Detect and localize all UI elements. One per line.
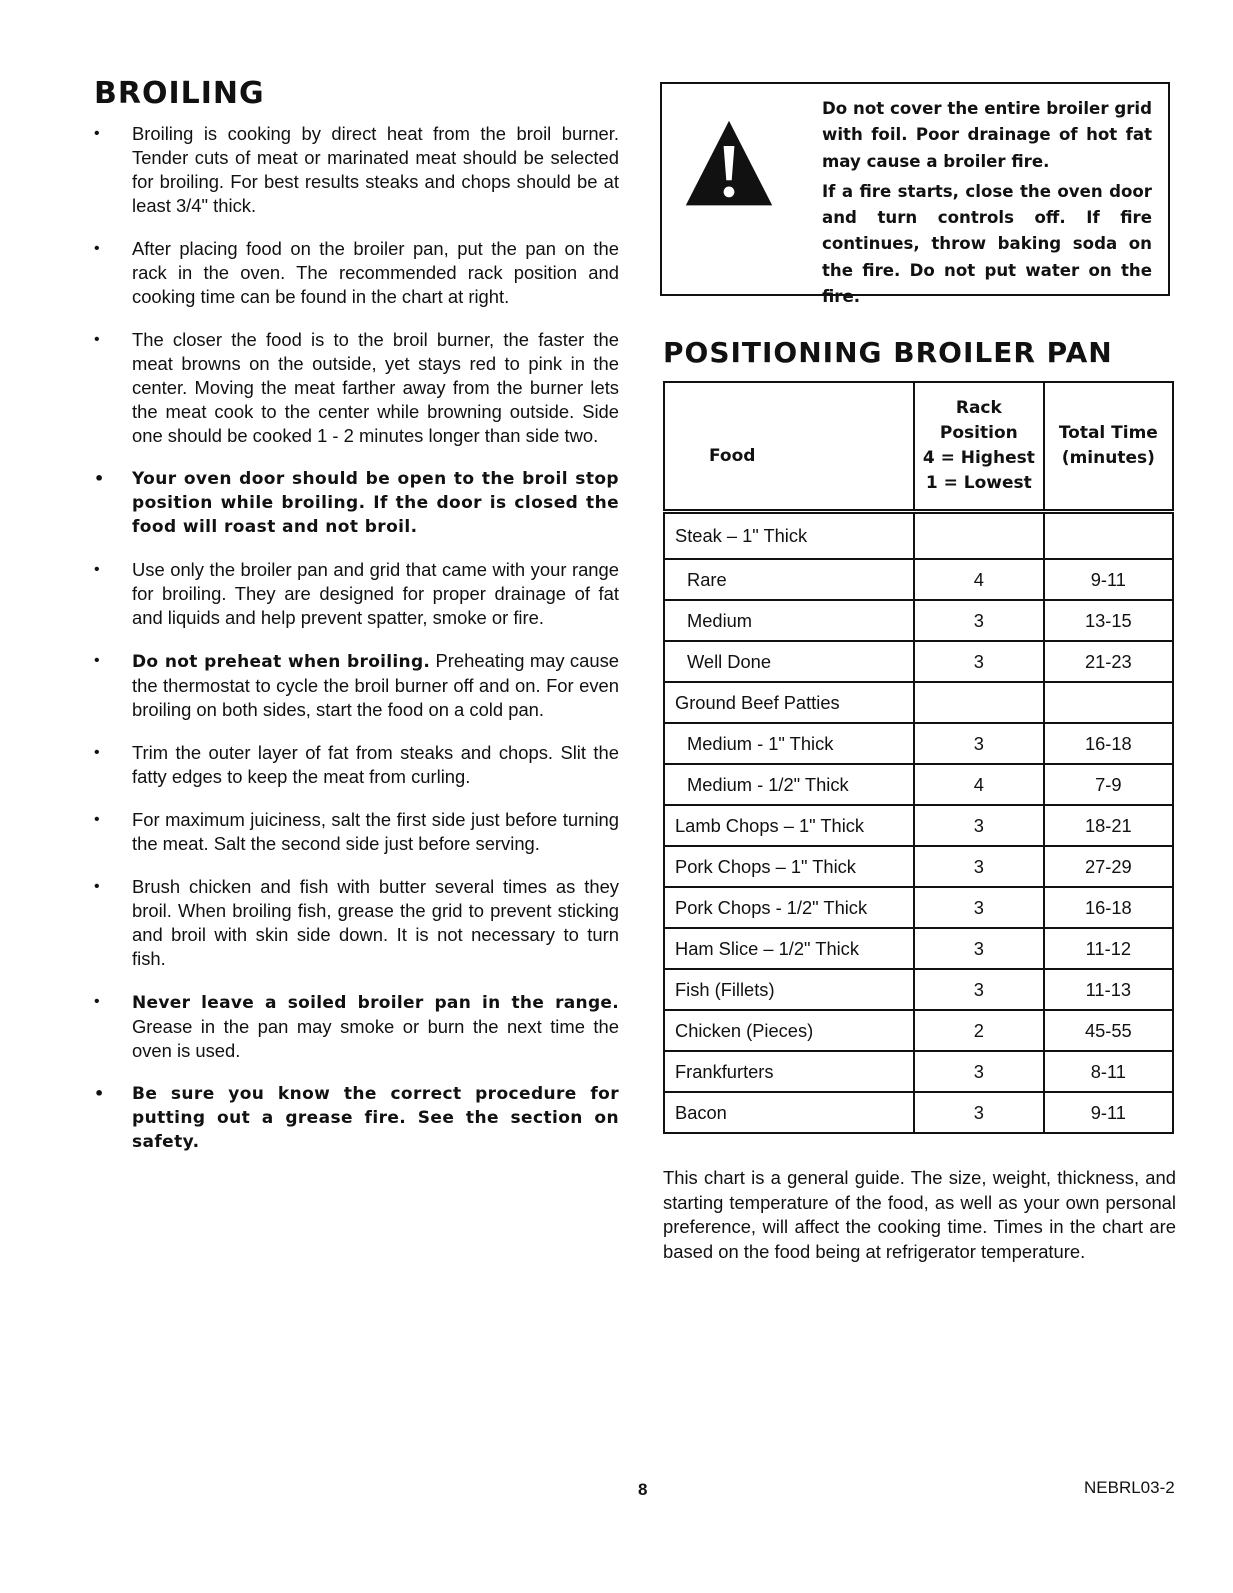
table-header-row xyxy=(664,382,1173,512)
food-cell: Pork Chops – 1" Thick xyxy=(664,846,914,887)
tip-text: Use only the broiler pan and grid that came with your range for broiling. They are designed for proper drainage of fat and liquids and help prevent spatter, smoke or fire. xyxy=(132,559,619,628)
list-item xyxy=(92,467,619,539)
bullet-icon: • xyxy=(94,331,100,348)
bullet-icon: • xyxy=(94,240,100,257)
food-cell: Chicken (Pieces) xyxy=(664,1010,914,1051)
list-item xyxy=(92,808,619,856)
tip-bold-text: Be sure you know the correct procedure for putting out a grease fire. See the section on safety. xyxy=(132,1084,619,1152)
rack-cell: 4 xyxy=(914,559,1044,600)
time-cell: 11-13 xyxy=(1044,969,1173,1010)
table-row xyxy=(664,887,1173,928)
rack-header-line: 4 = Highest xyxy=(922,448,1035,468)
broiling-tips-list xyxy=(92,122,619,1173)
warning-box xyxy=(660,82,1170,307)
chart-note: This chart is a general guide. The size, weight, thickness, and starting temperature of the food, as well as your own personal preference, will affect the cooking time. Times in the chart are based on the food being at refrigerator temperature. xyxy=(663,1167,1176,1262)
document-code: NEBRL03-2 xyxy=(1084,1478,1175,1497)
tip-text: Brush chicken and fish with butter several times as they broil. When broiling fish, grease the grid to prevent sticking and broil with skin side down. It is not necessary to turn fish. xyxy=(132,876,619,969)
bullet-icon: • xyxy=(94,652,100,669)
time-header-line: Total Time xyxy=(1058,423,1158,443)
section-title-broiling: BROILING xyxy=(94,76,265,111)
tip-bold-text: Do not preheat when broiling. xyxy=(132,652,431,672)
food-cell: Lamb Chops – 1" Thick xyxy=(664,805,914,846)
broiling-chart-table xyxy=(663,381,1174,1134)
bullet-icon: • xyxy=(94,561,100,578)
food-cell: Fish (Fillets) xyxy=(664,969,914,1010)
rack-cell: 3 xyxy=(914,969,1044,1010)
list-item xyxy=(92,649,619,722)
table-row xyxy=(664,600,1173,641)
list-item xyxy=(92,122,619,218)
rack-cell xyxy=(914,512,1044,560)
table-row xyxy=(664,764,1173,805)
time-cell xyxy=(1044,512,1173,560)
rack-cell: 3 xyxy=(914,1051,1044,1092)
time-cell: 8-11 xyxy=(1044,1051,1173,1092)
tip-text: Broiling is cooking by direct heat from the broil burner. Tender cuts of meat or marinated meat should be selected for broiling. For best results steaks and chops should be at least 3/4" thick. xyxy=(132,123,619,216)
bullet-icon: • xyxy=(94,744,100,761)
food-cell: Frankfurters xyxy=(664,1051,914,1092)
table-row xyxy=(664,1092,1173,1133)
rack-cell: 3 xyxy=(914,805,1044,846)
table-row xyxy=(664,805,1173,846)
food-cell: Bacon xyxy=(664,1092,914,1133)
bullet-icon: • xyxy=(94,878,100,895)
table-row xyxy=(664,512,1173,560)
time-cell: 7-9 xyxy=(1044,764,1173,805)
rack-header-line: 1 = Lowest xyxy=(925,473,1032,493)
column-header-rack xyxy=(914,382,1044,512)
warning-fire-text: If a fire starts, close the oven door and turn controls off. If fire continues, throw baking soda on the fire. Do not put water on the fire. xyxy=(822,181,1152,307)
warning-text xyxy=(822,96,1152,314)
list-item xyxy=(92,558,619,630)
tip-text: For maximum juiciness, salt the first side just before turning the meat. Salt the second side just before serving. xyxy=(132,809,619,854)
rack-cell xyxy=(914,682,1044,723)
tip-text: The closer the food is to the broil burner, the faster the meat browns on the outside, yet stays red to pink in the center. Moving the meat farther away from the burner lets the meat cook to the center while browning outside. Side one should be cooked 1 - 2 minutes longer than side two. xyxy=(132,329,619,446)
time-cell: 16-18 xyxy=(1044,723,1173,764)
food-cell: Medium - 1/2" Thick xyxy=(664,764,914,805)
table-row xyxy=(664,682,1173,723)
list-item xyxy=(92,990,619,1063)
time-cell: 18-21 xyxy=(1044,805,1173,846)
food-cell: Well Done xyxy=(664,641,914,682)
time-cell: 11-12 xyxy=(1044,928,1173,969)
time-cell: 27-29 xyxy=(1044,846,1173,887)
time-header-line: (minutes) xyxy=(1061,448,1155,468)
food-cell: Medium - 1" Thick xyxy=(664,723,914,764)
time-cell: 13-15 xyxy=(1044,600,1173,641)
list-item xyxy=(92,237,619,309)
rack-header-line: Rack xyxy=(955,398,1002,418)
time-cell: 9-11 xyxy=(1044,1092,1173,1133)
section-title-positioning: POSITIONING BROILER PAN xyxy=(663,336,1113,369)
rack-cell: 3 xyxy=(914,723,1044,764)
food-cell: Ground Beef Patties xyxy=(664,682,914,723)
rack-cell: 3 xyxy=(914,641,1044,682)
rack-cell: 4 xyxy=(914,764,1044,805)
column-header-food: Food xyxy=(664,382,914,512)
bullet-icon: • xyxy=(94,811,100,828)
bullet-icon: • xyxy=(94,125,100,142)
list-item xyxy=(92,328,619,448)
table-row xyxy=(664,1051,1173,1092)
list-item xyxy=(92,1082,619,1154)
rack-cell: 3 xyxy=(914,846,1044,887)
food-cell: Medium xyxy=(664,600,914,641)
tip-text: Preheating may cause the thermostat to cycle the broil burner off and on. For even broiling on both sides, start the food on a cold pan. xyxy=(132,650,619,720)
food-cell: Pork Chops - 1/2" Thick xyxy=(664,887,914,928)
list-item xyxy=(92,741,619,789)
food-cell: Steak – 1" Thick xyxy=(664,512,914,560)
rack-header-line: Position xyxy=(939,423,1018,443)
food-cell: Rare xyxy=(664,559,914,600)
food-cell: Ham Slice – 1/2" Thick xyxy=(664,928,914,969)
rack-cell: 3 xyxy=(914,1092,1044,1133)
tip-text: After placing food on the broiler pan, put the pan on the rack in the oven. The recommended rack position and cooking time can be found in the chart at right. xyxy=(132,238,619,307)
table-row xyxy=(664,928,1173,969)
table-row xyxy=(664,559,1173,600)
table-row xyxy=(664,846,1173,887)
bullet-icon: • xyxy=(94,469,105,488)
table-row xyxy=(664,641,1173,682)
table-row xyxy=(664,723,1173,764)
time-cell: 45-55 xyxy=(1044,1010,1173,1051)
warning-foil-text: Do not cover the entire broiler grid with foil. Poor drainage of hot fat may cause a broiler fire. xyxy=(822,99,1152,171)
rack-cell: 2 xyxy=(914,1010,1044,1051)
table-row xyxy=(664,1010,1173,1051)
rack-cell: 3 xyxy=(914,887,1044,928)
tip-bold-text: Your oven door should be open to the broil stop position while broiling. If the door is closed the food will roast and not broil. xyxy=(132,469,619,537)
bullet-icon: • xyxy=(94,1084,105,1103)
tip-text: Trim the outer layer of fat from steaks and chops. Slit the fatty edges to keep the meat from curling. xyxy=(132,742,619,787)
time-cell xyxy=(1044,682,1173,723)
time-cell: 9-11 xyxy=(1044,559,1173,600)
tip-text: Grease in the pan may smoke or burn the next time the oven is used. xyxy=(132,1016,619,1061)
table-row xyxy=(664,969,1173,1010)
tip-bold-text: Never leave a soiled broiler pan in the range. xyxy=(132,993,619,1013)
list-item xyxy=(92,875,619,971)
rack-cell: 3 xyxy=(914,928,1044,969)
rack-cell: 3 xyxy=(914,600,1044,641)
page-number: 8 xyxy=(638,1480,648,1499)
warning-triangle-icon xyxy=(684,118,774,210)
time-cell: 16-18 xyxy=(1044,887,1173,928)
time-cell: 21-23 xyxy=(1044,641,1173,682)
column-header-time xyxy=(1044,382,1173,512)
bullet-icon: • xyxy=(94,993,100,1010)
